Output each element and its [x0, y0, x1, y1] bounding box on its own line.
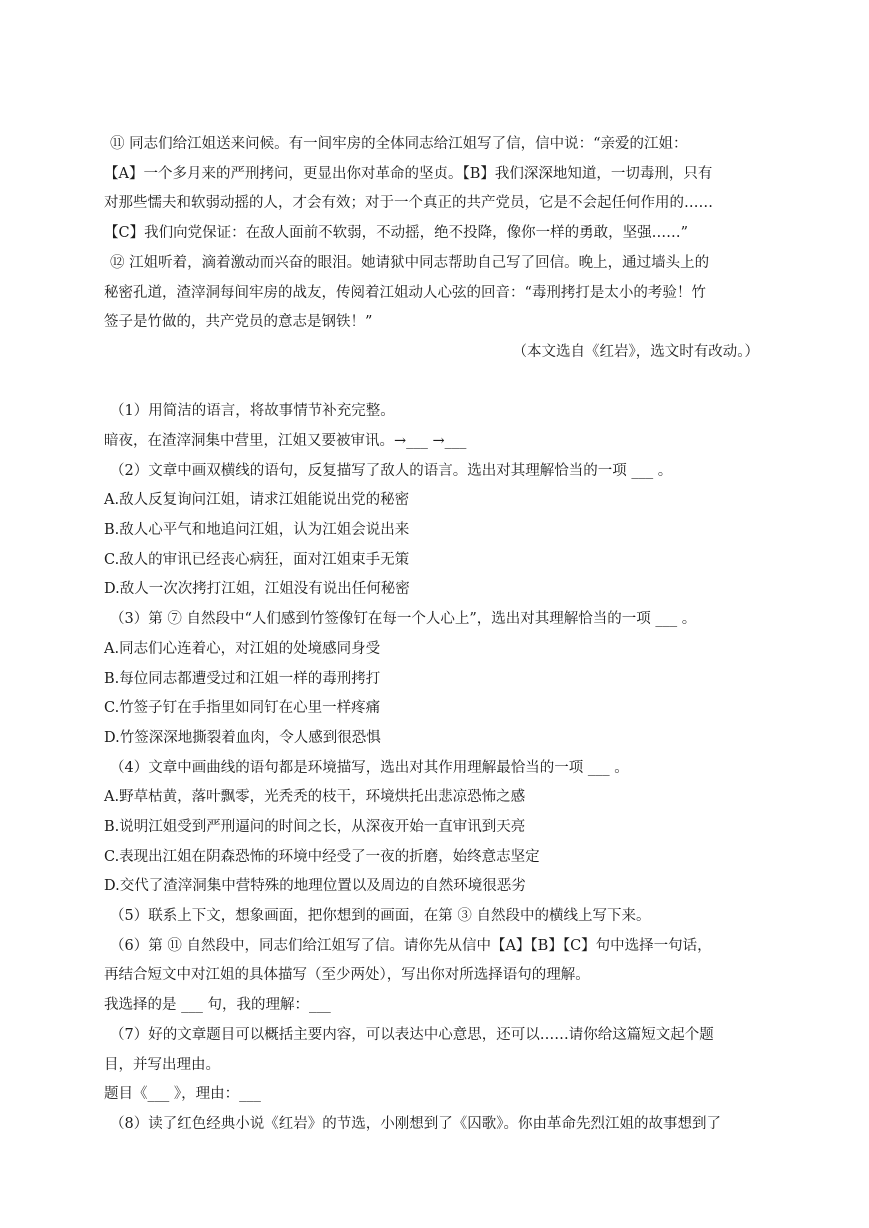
paragraph-11-line-4: 【C】我们向党保证：在敌人面前不软弱，不动摇，绝不投降，像你一样的勇敢，坚强……” [104, 225, 689, 241]
question-3-option-a: A.同志们心连着心，对江姐的处境感同身受 [104, 641, 381, 657]
question-3-option-b: B.每位同志都遭受过和江姐一样的毒刑拷打 [104, 671, 381, 687]
question-6-line-1: （6）第 ⑪ 自然段中，同志们给江姐写了信。请你先从信中【A】【B】【C】句中选择一句话， [110, 938, 712, 954]
source-note: （本文选自《红岩》，选文时有改动。） [512, 344, 759, 360]
question-4: （4）文章中画曲线的语句都是环境描写，选出对其作用理解最恰当的一项 ___ 。 [110, 760, 629, 776]
paragraph-12-line-1: ⑫ 江姐听着，滴着激动而兴奋的眼泪。她请狱中同志帮助自己写了回信。晚上，通过墙头上的 [110, 255, 710, 271]
paragraph-12-line-2: 秘密孔道，渣滓洞每间牢房的战友，传阅着江姐动人心弦的回音：“毒刑拷打是太小的考验！竹 [104, 285, 706, 301]
question-7-line-2: 目，并写出理由。 [104, 1057, 220, 1073]
question-6-line-2: 再结合短文中对江姐的具体描写（至少两处），写出你对所选择语句的理解。 [104, 967, 590, 983]
paragraph-11-line-1: ⑪ 同志们给江姐送来问候。有一间牢房的全体同志给江姐写了信，信中说：“亲爱的江姐： [110, 136, 688, 152]
paragraph-11-line-2: 【A】一个多月来的严刑拷问，更显出你对革命的坚贞。【B】我们深深地知道，一切毒刑，只有 [104, 166, 713, 182]
question-1: （1）用简洁的语言，将故事情节补充完整。 [110, 403, 395, 419]
question-6-fill: 我选择的是 ___ 句，我的理解：___ [104, 997, 331, 1013]
question-2: （2）文章中画双横线的语句，反复描写了敌人的语言。选出对其理解恰当的一项 ___ 。 [110, 463, 673, 479]
paragraph-11-line-3: 对那些懦夫和软弱动摇的人，才会有效；对于一个真正的共产党员，它是不会起任何作用的…… [104, 195, 713, 211]
question-3-option-c: C.竹签子钉在手指里如同钉在心里一样疼痛 [104, 700, 381, 716]
question-1-fill: 暗夜，在渣滓洞集中营里，江姐又要被审讯。→___ →___ [104, 433, 467, 449]
question-2-option-b: B.敌人心平气和地追问江姐，认为江姐会说出来 [104, 522, 410, 538]
question-5: （5）联系上下文，想象画面，把你想到的画面，在第 ③ 自然段中的横线上写下来。 [110, 908, 651, 924]
paragraph-12-line-3: 签子是竹做的，共产党员的意志是钢铁！” [104, 314, 373, 330]
question-3: （3）第 ⑦ 自然段中“人们感到竹签像钉在每一个人心上”，选出对其理解恰当的一项 ___ 。 [110, 611, 697, 627]
question-4-option-b: B.说明江姐受到严刑逼问的时间之长，从深夜开始一直审讯到天亮 [104, 819, 526, 835]
question-3-option-d: D.竹签深深地撕裂着血肉，令人感到很恐惧 [104, 730, 381, 746]
question-2-option-c: C.敌人的审讯已经丧心病狂，面对江姐束手无策 [104, 552, 410, 568]
question-2-option-a: A.敌人反复询问江姐，请求江姐能说出党的秘密 [104, 492, 410, 508]
question-8-line-1: （8）读了红色经典小说《红岩》的节选，小刚想到了《囚歌》。你由革命先烈江姐的故事想到了 [110, 1116, 721, 1132]
question-4-option-c: C.表现出江姐在阴森恐怖的环境中经受了一夜的折磨，始终意志坚定 [104, 849, 540, 865]
question-7-line-1: （7）好的文章题目可以概括主要内容，可以表达中心意思，还可以……请你给这篇短文起个题 [110, 1027, 714, 1043]
question-2-option-d: D.敌人一次次拷打江姐，江姐没有说出任何秘密 [104, 581, 410, 597]
question-4-option-d: D.交代了渣滓洞集中营特殊的地理位置以及周边的自然环境很恶劣 [104, 878, 526, 894]
question-7-fill: 题目《___ 》，理由：___ [104, 1086, 261, 1102]
question-4-option-a: A.野草枯黄，落叶飘零，光秃秃的枝干，环境烘托出悲凉恐怖之感 [104, 789, 526, 805]
